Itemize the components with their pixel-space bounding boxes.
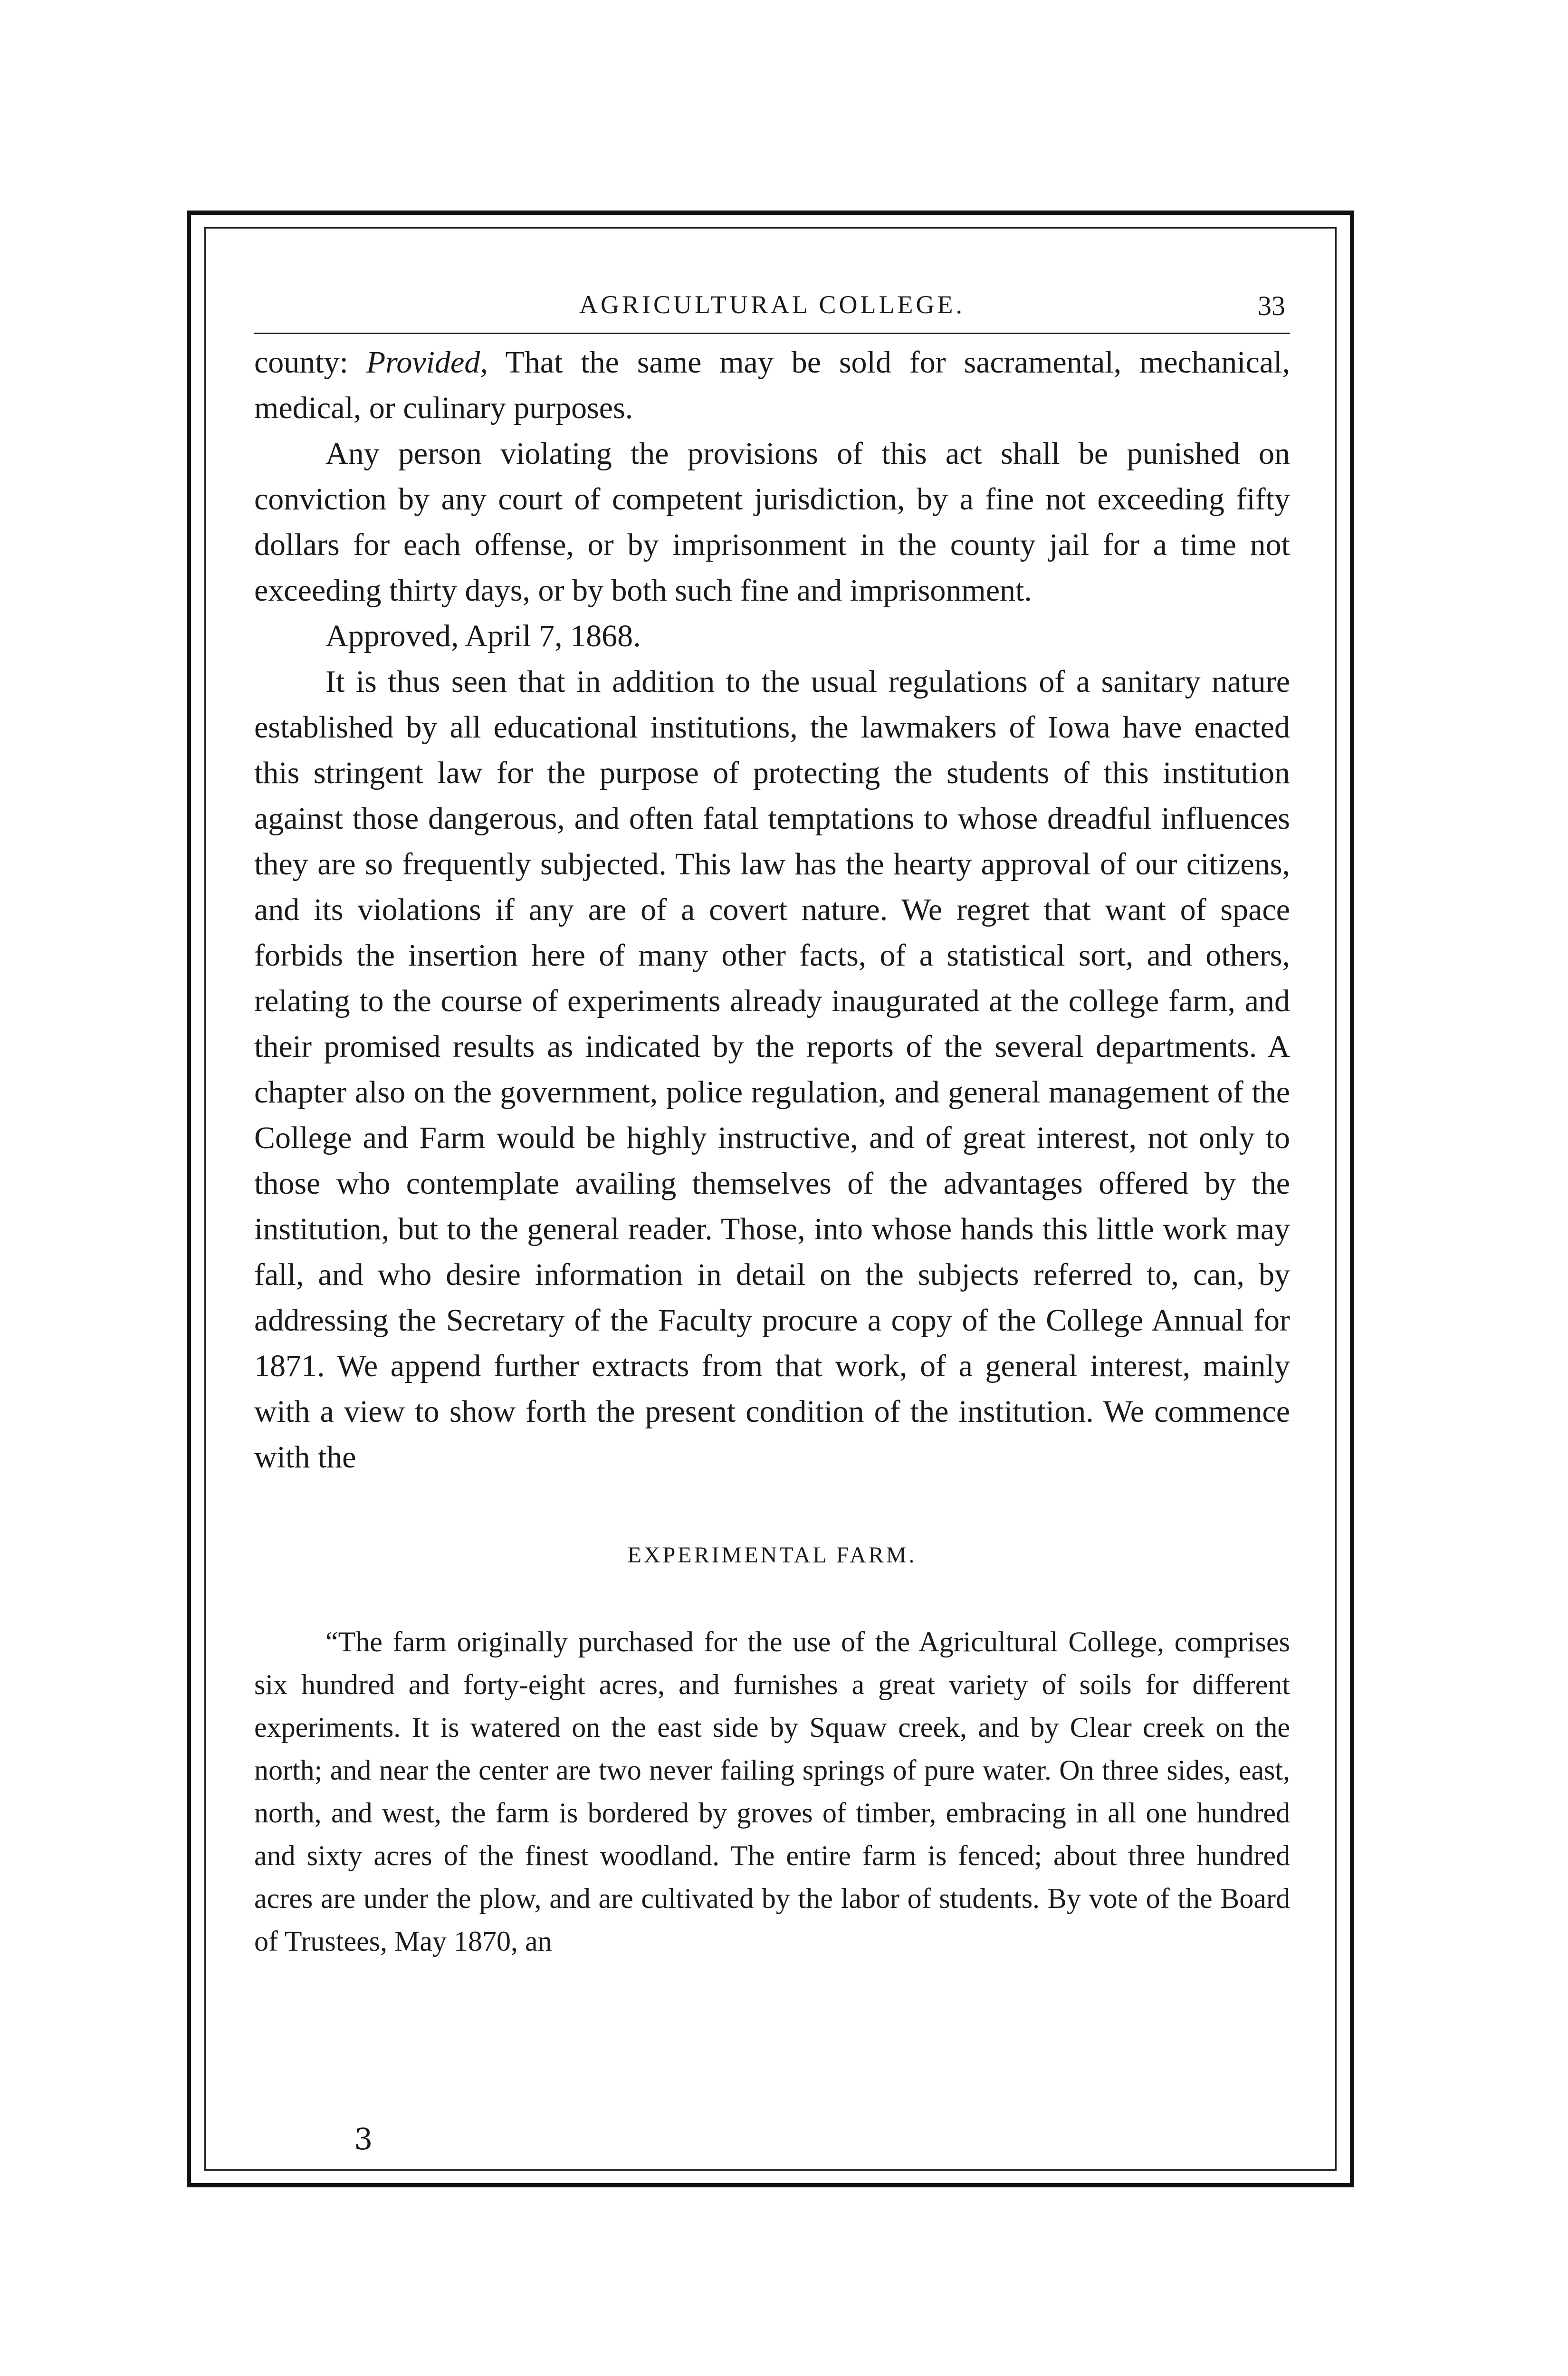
- paragraph-commentary: It is thus seen that in addition to the usual regulations of a sanitary nature established by all educational institutions, the lawmakers of Iowa have enacted this stringent law for the purpose of protecting the students of this institution against those dangerous, and often fatal temptations to whose dreadful influences they are so frequently subjected. This law has the hearty approval of our citizens, and its violations if any are of a covert nature. We regret that want of space forbids the insertion here of many other facts, of a statistical sort, and others, relating to the course of experiments already inaugurated at the college farm, and their promised results as indicated by the reports of the several departments. A chapter also on the government, police regulation, and general management of the College and Farm would be highly instructive, and of great interest, not only to those who contemplate availing themselves of the advantages offered by the institution, but to the general reader. Those, into whose hands this little work may fall, and who desire information in detail on the subjects referred to, can, by addressing the Secretary of the Faculty procure a copy of the College Annual for 1871. We append further extracts from that work, of a general interest, mainly with a view to show forth the present condition of the institution. We commence with the: [254, 664, 1290, 1475]
- section-heading: EXPERIMENTAL FARM.: [627, 1542, 917, 1568]
- paragraph-county-rest: , That the same may be sold for sacramental, mechanical, medical, or culinary purposes.: [254, 345, 1290, 425]
- body-text: [254, 340, 1290, 1480]
- paragraph-county: [254, 340, 1290, 431]
- approved-date: Approved, April 7, 1868.: [325, 619, 641, 653]
- page-number: 33: [1258, 290, 1285, 321]
- running-header: [254, 290, 1290, 334]
- signature-mark: 3: [354, 2122, 373, 2156]
- paragraph-penalty: Any person violating the provisions of this act shall be punished on conviction by any court of competent jurisdiction, by a fine not exceeding fifty dollars for each offense, or by imprisonment in the county jail for a time not exceeding thirty days, or by both such fine and imprisonment.: [254, 436, 1290, 608]
- running-title: AGRICULTURAL COLLEGE.: [579, 290, 965, 319]
- provided-italic: Provided: [366, 345, 480, 380]
- quoted-extract: [254, 1620, 1290, 1963]
- paragraph-farm: “The farm originally purchased for the use of the Agricultural College, comprises six hundred and forty-eight acres, and furnishes a great variety of soils for different experiments. It is watered on the east side by Squaw creek, and by Clear creek on the north; and near the center are two never failing springs of pure water. On three sides, east, north, and west, the farm is bordered by groves of timber, embracing in all one hundred and sixty acres of the finest woodland. The entire farm is fenced; about three hundred acres are under the plow, and are cultivated by the labor of students. By vote of the Board of Trustees, May 1870, an: [254, 1626, 1290, 1957]
- paragraph-county-start: county:: [254, 345, 366, 380]
- page-content: [254, 290, 1290, 1963]
